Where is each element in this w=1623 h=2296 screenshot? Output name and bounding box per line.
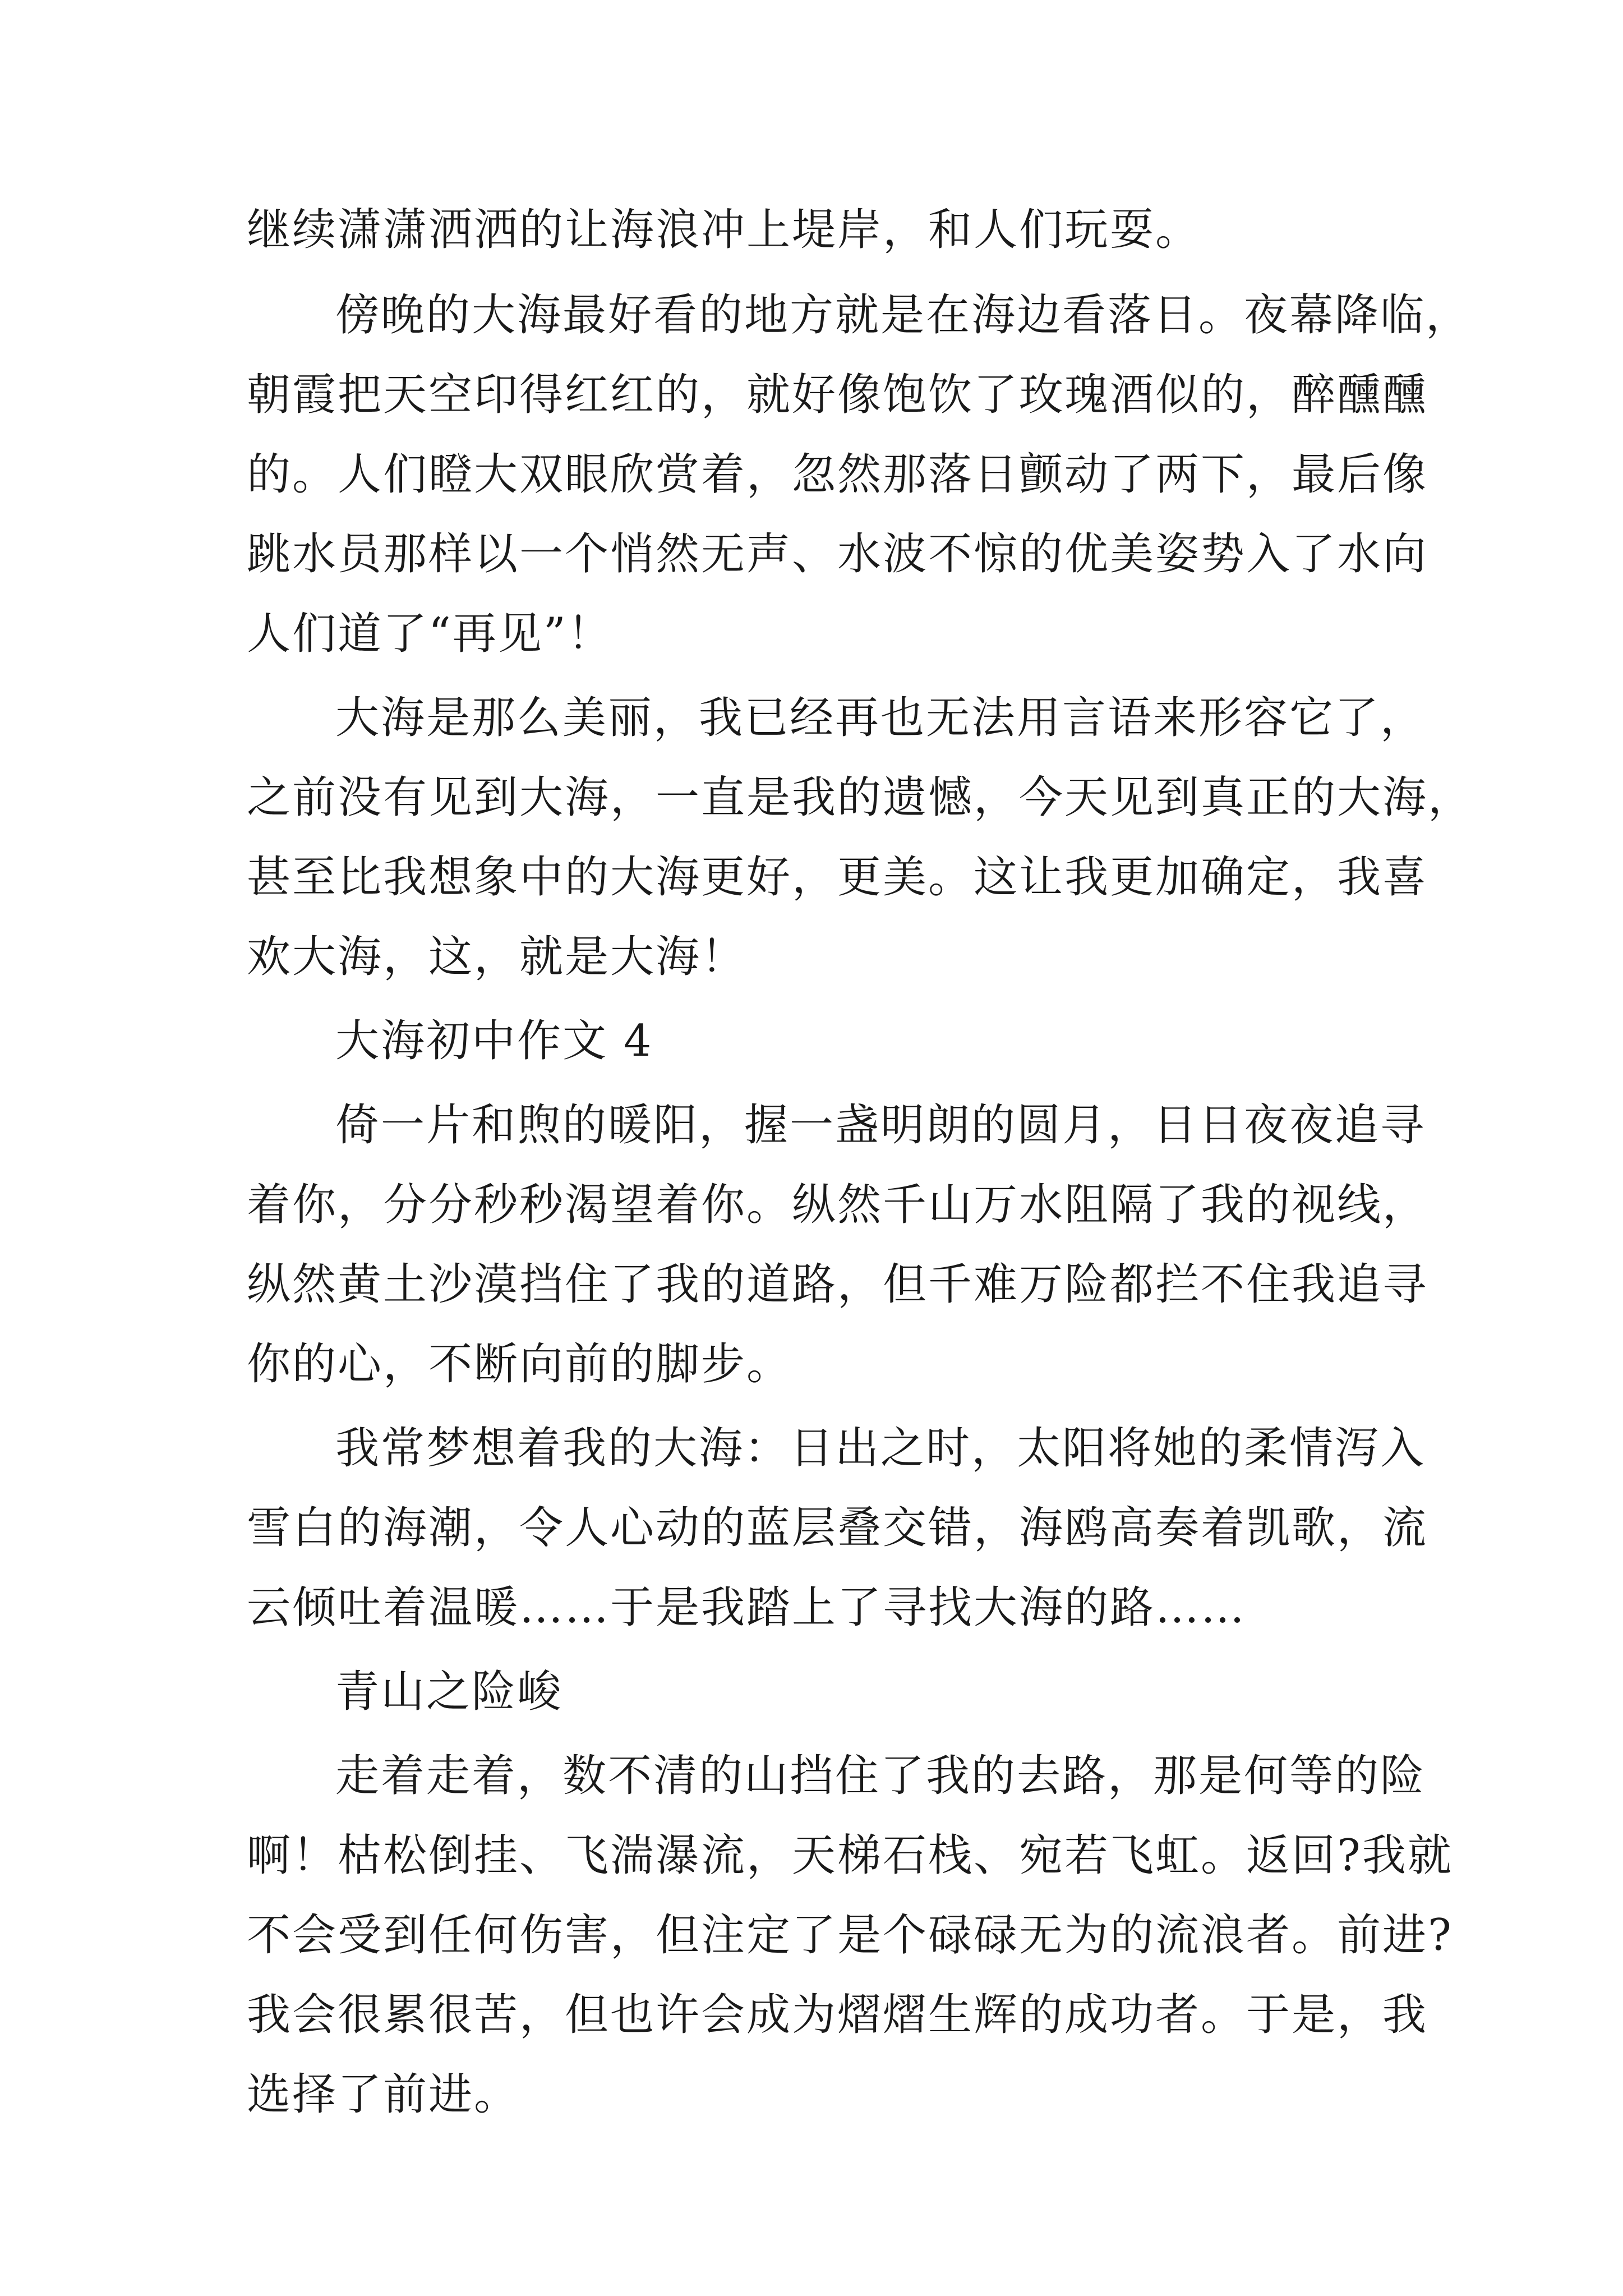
text-line: 人们道了“再见”！	[247, 609, 613, 659]
text-line: 着你，分分秒秒渴望着你。纵然千山万水阻隔了我的视线，	[247, 1180, 1428, 1230]
text-line: 甚至比我想象中的大海更好，更美。这让我更加确定，我喜	[247, 852, 1428, 903]
text-line: 傍晚的大海最好看的地方就是在海边看落日。夜幕降临，	[335, 290, 1472, 341]
text-line: 大海是那么美丽，我已经再也无法用言语来形容它了，	[335, 693, 1426, 743]
text-line: 选择了前进。	[247, 2069, 520, 2120]
section-heading: 大海初中作文 4	[335, 1016, 653, 1066]
text-line: 走着走着，数不清的山挡住了我的去路，那是何等的险	[335, 1751, 1426, 1801]
text-line: 倚一片和煦的暖阳，握一盏明朗的圆月，日日夜夜追寻	[335, 1100, 1426, 1151]
text-line: 继续潇潇洒洒的让海浪冲上堤岸，和人们玩耍。	[247, 205, 1201, 255]
text-line: 我会很累很苦，但也许会成为熠熠生辉的成功者。于是，我	[247, 1990, 1428, 2040]
text-line: 云倾吐着温暖……于是我踏上了寻找大海的路……	[247, 1582, 1247, 1633]
text-line: 啊！枯松倒挂、飞湍瀑流，天梯石栈、宛若飞虹。返回?我就	[247, 1830, 1453, 1881]
text-line: 的。人们瞪大双眼欣赏着，忽然那落日颤动了两下，最后像	[247, 449, 1428, 500]
text-line: 我常梦想着我的大海：日出之时，太阳将她的柔情泻入	[335, 1423, 1426, 1474]
text-line: 雪白的海潮，令人心动的蓝层叠交错，海鸥高奏着凯歌，流	[247, 1503, 1428, 1553]
section-subheading: 青山之险峻	[335, 1667, 563, 1717]
text-line: 跳水员那样以一个悄然无声、水波不惊的优美姿势入了水向	[247, 529, 1428, 579]
text-line: 朝霞把天空印得红红的，就好像饱饮了玫瑰酒似的，醉醺醺	[247, 370, 1428, 420]
text-line: 不会受到任何伤害，但注定了是个碌碌无为的流浪者。前进?	[247, 1910, 1453, 1961]
text-line: 你的心，不断向前的脚步。	[247, 1339, 792, 1389]
text-line: 欢大海，这，就是大海！	[247, 932, 747, 982]
text-line: 之前没有见到大海，一直是我的遗憾，今天见到真正的大海，	[247, 772, 1474, 823]
text-line: 纵然黄土沙漠挡住了我的道路，但千难万险都拦不住我追寻	[247, 1259, 1428, 1310]
